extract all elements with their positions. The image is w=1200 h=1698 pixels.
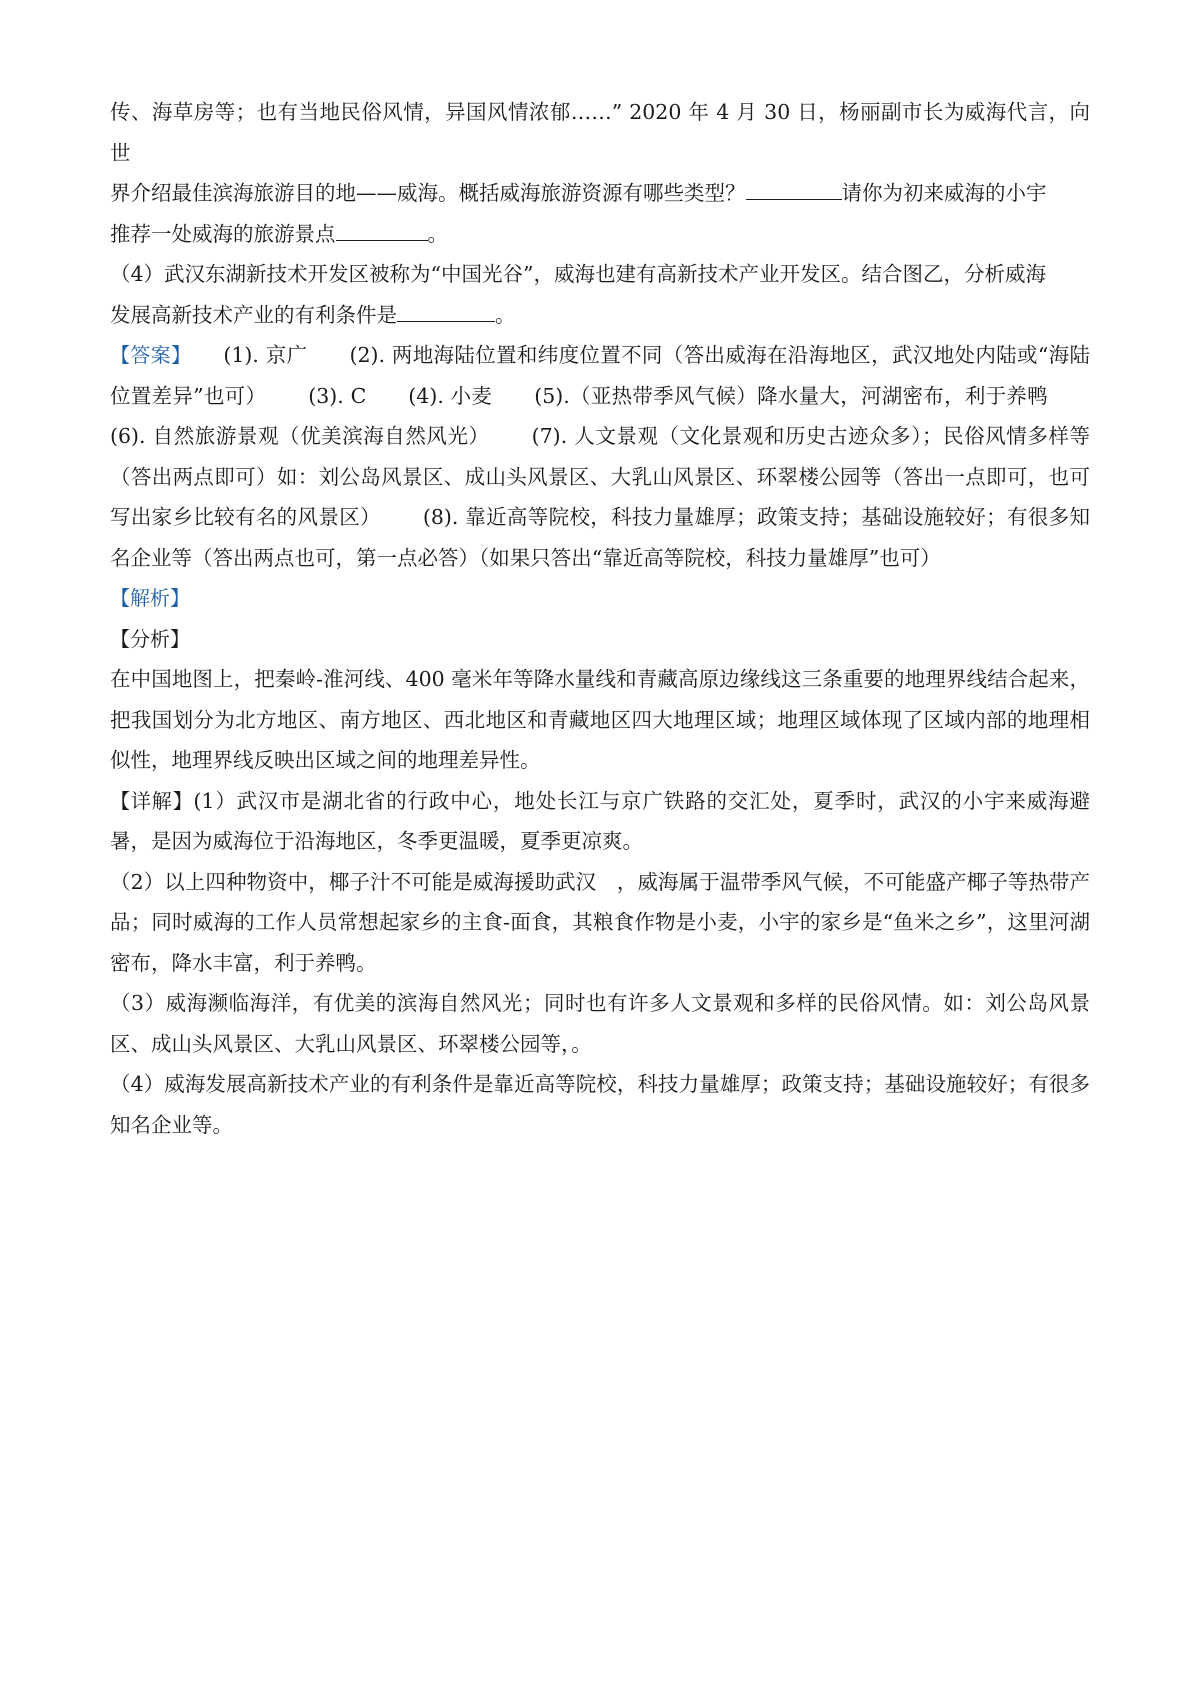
answer-item: (8). 靠近高等院校，科技力量雄厚；政策支持；基础设施较好；有很多知名企业等（答出两点也可，第一点必答）（如果只答出“靠近高等院校，科技力量雄厚”也可）: [110, 505, 1090, 570]
question-text: 。: [427, 221, 448, 246]
analysis-label: 【解析】: [110, 586, 190, 610]
question-line: [110, 173, 1090, 214]
question-text: （4）武汉东湖新技术开发区被称为“中国光谷”，威海也建有高新技术产业开发区。结合图乙，分析威海: [110, 262, 1047, 286]
detail-paragraph-4: [110, 1064, 1090, 1145]
analysis-text: [110, 659, 1090, 781]
question-text: 界介绍最佳滨海旅游目的地——威海。概括威海旅游资源有哪些类型？: [110, 181, 746, 205]
answer-item: (7). 人文景观（文化景观和历史古迹众多）；民俗风情多样等（答出两点即可）如：刘公岛风景区、成山头风景区、大乳山风景区、环翠楼公园等（答出一点即可，也可写出家乡比较有名的风景区）: [110, 424, 1090, 529]
answer-item: (2). 两地海陆位置和纬度位置不同（答出威海在沿海地区，武汉地处内陆或“海陆位置差异”也可）: [110, 343, 1090, 408]
detail-text: （4）威海发展高新技术产业的有利条件是靠近高等院校，科技力量雄厚；政策支持；基础设施较好；有很多知名企业等。: [110, 1072, 1090, 1137]
question-text: 发展高新技术产业的有利条件是: [110, 302, 397, 327]
detail-text: （3）威海濒临海洋，有优美的滨海自然风光；同时也有许多人文景观和多样的民俗风情。如：刘公岛风景区、成山头风景区、大乳山风景区、环翠楼公园等，。: [110, 991, 1090, 1056]
analysis-heading: [110, 578, 1090, 619]
detail-paragraph-2: [110, 862, 1090, 984]
analysis-subheading: [110, 619, 1090, 660]
answer-item: (3). C: [308, 383, 367, 408]
answer-block: [110, 335, 1090, 578]
answer-blank: [397, 299, 495, 322]
answer-item: (4). 小麦: [408, 383, 493, 408]
question-text: 。: [495, 302, 516, 327]
detail-text: (1）武汉市是湖北省的行政中心，地处长江与京广铁路的交汇处，夏季时，武汉的小宇来威海避暑，是因为威海位于沿海地区，冬季更温暖，夏季更凉爽。: [110, 788, 1090, 853]
question-text: 推荐一处威海的旅游景点: [110, 221, 336, 246]
question-4: [110, 254, 1090, 335]
question-text: 请你为初来威海的小宇: [841, 181, 1047, 205]
analysis-body: 在中国地图上，把秦岭-淮河线、400 毫米年等降水量线和青藏高原边缘线这三条重要的地理界线结合起来，把我国划分为北方地区、南方地区、西北地区和青藏地区四大地理区域；地理区域体现了区域内部的地理相似性，地理界线反映出区域之间的地理差异性。: [110, 667, 1090, 772]
document-page: [110, 92, 1090, 1145]
analysis-sub-label: 【分析】: [110, 626, 190, 651]
question-text: 传、海草房等；也有当地民俗风情，异国风情浓郁……” 2020 年 4 月 30 日，杨丽副市长为威海代言，向世: [110, 100, 1090, 165]
detail-paragraph-1: [110, 781, 1090, 862]
answer-blank: [336, 218, 428, 241]
answer-label: 【答案】: [110, 343, 192, 367]
detail-label: 【详解】: [110, 788, 194, 813]
answer-blank: [746, 177, 842, 200]
answer-item: (5).（亚热带季风气候）降水量大，河湖密布，利于养鸭: [534, 383, 1048, 408]
question-line: [110, 92, 1090, 173]
answer-item: (1). 京广: [223, 343, 308, 367]
answer-item: (6). 自然旅游景观（优美滨海自然风光）: [110, 424, 490, 448]
detail-paragraph-3: [110, 983, 1090, 1064]
detail-text: （2）以上四种物资中，椰子汁不可能是威海援助武汉 ，威海属于温带季风气候，不可能盛产椰子等热带产品；同时威海的工作人员常想起家乡的主食-面食，其粮食作物是小麦，小宇的家乡是“鱼米之乡”，这里河湖密布，降水丰富，利于养鸭。: [110, 869, 1090, 975]
question-line: [110, 214, 1090, 255]
